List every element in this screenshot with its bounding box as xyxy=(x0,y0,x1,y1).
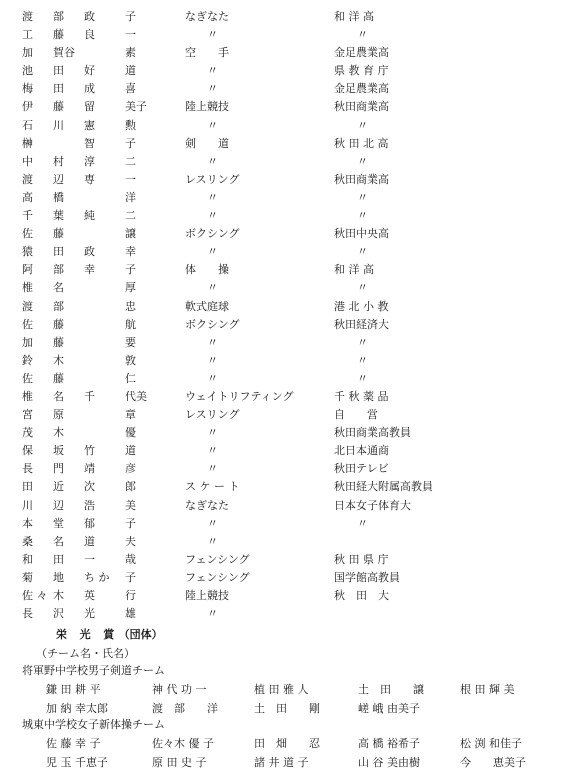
name-part: 子 xyxy=(125,263,136,277)
roster-row xyxy=(0,279,561,297)
name-part: 道 xyxy=(125,64,136,78)
name-part: 高 xyxy=(22,190,33,204)
sport: 〃 xyxy=(207,444,218,458)
roster-row xyxy=(0,207,561,225)
team-member: 児 玉 千恵子 xyxy=(46,756,108,769)
team-name: 将軍野中学校男子剣道チーム xyxy=(22,664,165,677)
name-part: 佐 xyxy=(22,227,33,241)
name-part: 名 xyxy=(53,389,64,403)
name-part: 二 xyxy=(125,209,136,223)
name-part: 堂 xyxy=(53,516,64,530)
sport: 〃 xyxy=(207,371,218,385)
affiliation: 秋田商業高 xyxy=(334,172,389,186)
name-part: 伊 xyxy=(22,100,33,114)
sport: ボクシング xyxy=(185,317,240,331)
name-part: 道 xyxy=(125,444,136,458)
team-member-row xyxy=(0,735,561,753)
affiliation: 〃 xyxy=(357,245,368,259)
affiliation: 〃 xyxy=(357,118,368,132)
name-part: 梅 xyxy=(22,82,33,96)
name-part: 辺 xyxy=(53,498,64,512)
roster-row xyxy=(0,442,561,460)
sport: 陸上競技 xyxy=(185,100,229,114)
team-member: 鎌 田 耕 平 xyxy=(46,683,101,696)
name-part: 美子 xyxy=(125,100,147,114)
affiliation: 和 洋 高 xyxy=(334,10,374,23)
name-part: 洋 xyxy=(125,190,136,204)
affiliation: 秋 田 北 高 xyxy=(334,136,389,150)
name-part: 靖 xyxy=(84,462,95,476)
sport: 〃 xyxy=(207,82,218,96)
roster-row xyxy=(0,171,561,189)
sport: ウェイトリフティング xyxy=(185,389,294,403)
sport: 〃 xyxy=(207,281,218,295)
name-part: 藤 xyxy=(53,371,64,385)
team-member: 渡 部 洋 xyxy=(152,702,218,715)
team-member: 松 渕 和佳子 xyxy=(460,737,522,750)
name-part: 木 xyxy=(53,426,64,440)
affiliation: 〃 xyxy=(357,281,368,295)
name-part: 彦 xyxy=(125,462,136,476)
roster-row xyxy=(0,478,561,496)
team-member: 高 橋 裕希子 xyxy=(358,737,420,750)
roster-row xyxy=(0,533,561,551)
name-part: 智 xyxy=(84,136,95,150)
name-part: 子 xyxy=(125,136,136,150)
roster-row xyxy=(0,334,561,352)
name-part: 木 xyxy=(53,589,64,602)
roster-row xyxy=(0,80,561,98)
sport: 空 手 xyxy=(185,46,229,60)
name-part: 藤 xyxy=(53,227,64,241)
sport: レスリング xyxy=(185,408,240,422)
name-part: 優 xyxy=(125,426,136,440)
name-part: 航 xyxy=(125,317,136,331)
roster-row xyxy=(0,370,561,388)
roster-row xyxy=(0,460,561,478)
sport: 剣 道 xyxy=(185,136,229,150)
name-part: 忠 xyxy=(125,299,136,313)
sport: ボクシング xyxy=(185,227,240,241)
roster-row xyxy=(0,515,561,533)
name-part: 川 xyxy=(22,498,33,512)
sport: フェンシング xyxy=(185,570,250,584)
affiliation: 〃 xyxy=(357,353,368,367)
name-part: 部 xyxy=(53,10,64,23)
sport: 〃 xyxy=(207,118,218,132)
award-roster xyxy=(0,8,561,623)
name-part: 田 xyxy=(53,552,64,566)
affiliation: 港 北 小 教 xyxy=(334,299,389,313)
roster-row xyxy=(0,587,561,605)
name-part: 部 xyxy=(53,263,64,277)
name-part: 子 xyxy=(125,10,136,23)
name-part: 加 xyxy=(22,46,33,60)
affiliation: 〃 xyxy=(357,28,368,42)
affiliation: 和 洋 高 xyxy=(334,263,374,277)
roster-row xyxy=(0,98,561,116)
name-part: 藤 xyxy=(53,317,64,331)
name-part: 雄 xyxy=(125,607,136,621)
affiliation: 秋 田 大 xyxy=(334,589,389,602)
sport: ス ケ ー ト xyxy=(185,480,240,494)
name-part: 郎 xyxy=(125,480,136,494)
name-part: 子 xyxy=(125,570,136,584)
name-part: 千 xyxy=(84,389,95,403)
team-member: 土 田 剛 xyxy=(254,702,320,715)
section-legend: （チーム名・氏名） xyxy=(36,647,135,660)
name-part: 田 xyxy=(22,480,33,494)
roster-row xyxy=(0,424,561,442)
sport: 〃 xyxy=(207,353,218,367)
roster-row xyxy=(0,8,561,26)
team-member-row xyxy=(0,754,561,772)
sport: 〃 xyxy=(207,209,218,223)
sport: 〃 xyxy=(207,426,218,440)
roster-row xyxy=(0,388,561,406)
name-part: 章 xyxy=(125,408,136,422)
name-part: 茂 xyxy=(22,426,33,440)
name-part: 幸 xyxy=(125,245,136,259)
name-part: 桑 xyxy=(22,534,33,548)
sport: 〃 xyxy=(207,245,218,259)
affiliation: 秋 田 県 庁 xyxy=(334,552,389,566)
name-part: 長 xyxy=(22,462,33,476)
name-part: 名 xyxy=(53,534,64,548)
name-part: 敦 xyxy=(125,353,136,367)
name-part: 道 xyxy=(84,534,95,548)
name-part: 椎 xyxy=(22,389,33,403)
sport: 〃 xyxy=(207,534,218,548)
name-part: 名 xyxy=(53,281,64,295)
section-title-kind: （団体） xyxy=(118,628,163,641)
team-member: 山 谷 美由樹 xyxy=(358,756,420,769)
name-part: 素 xyxy=(125,46,136,60)
name-part: ち か xyxy=(84,570,110,584)
name-part: 地 xyxy=(53,570,64,584)
name-part: 辺 xyxy=(53,172,64,186)
team-member: 神 代 功 一 xyxy=(152,683,207,696)
name-part: 佐 々 xyxy=(22,589,48,602)
affiliation: 〃 xyxy=(357,154,368,168)
name-part: 工 xyxy=(22,28,33,42)
roster-row xyxy=(0,135,561,153)
name-part: 猿 xyxy=(22,245,33,259)
name-part: 藤 xyxy=(53,335,64,349)
name-part: 加 xyxy=(22,335,33,349)
affiliation: 〃 xyxy=(357,516,368,530)
name-part: 渡 xyxy=(22,10,33,23)
sport: 〃 xyxy=(207,335,218,349)
name-part: 行 xyxy=(125,589,136,602)
name-part: 菊 xyxy=(22,570,33,584)
affiliation: 秋田中央高 xyxy=(334,227,389,241)
name-part: 政 xyxy=(84,245,95,259)
name-part: 千 xyxy=(22,209,33,223)
sport: なぎなた xyxy=(185,498,229,512)
name-part: 専 xyxy=(84,172,95,186)
team-member: 加 納 幸太郎 xyxy=(46,702,108,715)
name-part: 池 xyxy=(22,64,33,78)
affiliation: 秋田経済大 xyxy=(334,317,389,331)
roster-row xyxy=(0,261,561,279)
team-member: 諸 井 道 子 xyxy=(254,756,309,769)
name-part: 政 xyxy=(84,10,95,23)
affiliation: 金足農業高 xyxy=(334,46,389,60)
name-part: 保 xyxy=(22,444,33,458)
affiliation: 国学館高教員 xyxy=(334,570,400,584)
name-part: 一 xyxy=(125,172,136,186)
name-part: 渡 xyxy=(22,172,33,186)
name-part: 子 xyxy=(125,516,136,530)
team-member-row xyxy=(0,681,561,699)
name-part: 川 xyxy=(53,118,64,132)
sport: 〃 xyxy=(207,154,218,168)
name-part: 近 xyxy=(53,480,64,494)
name-part: 淳 xyxy=(84,154,95,168)
name-part: 良 xyxy=(84,28,95,42)
roster-row xyxy=(0,153,561,171)
roster-row xyxy=(0,352,561,370)
affiliation: 〃 xyxy=(357,371,368,385)
affiliation: 自 営 xyxy=(334,408,378,422)
name-part: 譲 xyxy=(125,227,136,241)
affiliation: 秋田テレビ xyxy=(334,462,389,476)
sport: 〃 xyxy=(207,28,218,42)
team-member: 根 田 輝 美 xyxy=(460,683,515,696)
name-part: 佐 xyxy=(22,317,33,331)
affiliation: 〃 xyxy=(357,209,368,223)
name-part: 藤 xyxy=(53,100,64,114)
name-part: 宮 xyxy=(22,408,33,422)
name-part: 阿 xyxy=(22,263,33,277)
sport: 軟式庭球 xyxy=(185,299,229,313)
name-part: 厚 xyxy=(125,281,136,295)
team-member: 佐 藤 幸 子 xyxy=(46,737,101,750)
roster-row xyxy=(0,26,561,44)
name-part: 和 xyxy=(22,552,33,566)
name-part: 浩 xyxy=(84,498,95,512)
name-part: 中 xyxy=(22,154,33,168)
team-member: 嵯 峨 由美子 xyxy=(358,702,420,715)
name-part: 夫 xyxy=(125,534,136,548)
name-part: 本 xyxy=(22,516,33,530)
name-part: 原 xyxy=(53,408,64,422)
section-title-text: 栄 光 賞 xyxy=(56,628,119,641)
team-member: 今 恵美子 xyxy=(460,756,526,769)
roster-row xyxy=(0,316,561,334)
name-part: 沢 xyxy=(53,607,64,621)
name-part: 美 xyxy=(125,498,136,512)
roster-row xyxy=(0,605,561,623)
name-part: 勲 xyxy=(125,118,136,132)
sport: なぎなた xyxy=(185,10,229,23)
name-part: 好 xyxy=(84,64,95,78)
team-member: 原 田 史 子 xyxy=(152,756,207,769)
name-part: 竹 xyxy=(84,444,95,458)
roster-row xyxy=(0,569,561,587)
affiliation: 北日本通商 xyxy=(334,444,389,458)
team-member: 佐々木 優 子 xyxy=(152,737,214,750)
name-part: 仁 xyxy=(125,371,136,385)
sport: 〃 xyxy=(207,607,218,621)
roster-row xyxy=(0,406,561,424)
name-part: 佐 xyxy=(22,371,33,385)
name-part: 田 xyxy=(53,64,64,78)
affiliation: 秋田商業高 xyxy=(334,100,389,114)
roster-row xyxy=(0,497,561,515)
roster-row xyxy=(0,298,561,316)
name-part: 村 xyxy=(53,154,64,168)
name-part: 葉 xyxy=(53,209,64,223)
roster-row xyxy=(0,44,561,62)
name-part: 田 xyxy=(53,82,64,96)
name-part: 長 xyxy=(22,607,33,621)
name-part: 喜 xyxy=(125,82,136,96)
name-part: 賀谷 xyxy=(53,46,75,60)
affiliation: 秋田商業高教員 xyxy=(334,426,411,440)
sport: レスリング xyxy=(185,172,240,186)
name-part: 憲 xyxy=(84,118,95,132)
name-part: 二 xyxy=(125,154,136,168)
affiliation: 千 秋 薬 品 xyxy=(334,389,389,403)
team-name: 城東中学校女子新体操チーム xyxy=(22,718,165,731)
name-part: 郁 xyxy=(84,516,95,530)
name-part: 留 xyxy=(84,100,95,114)
section-title xyxy=(56,626,163,642)
affiliation: 秋田経大附属高教員 xyxy=(334,480,433,494)
name-part: 次 xyxy=(84,480,95,494)
name-part: 一 xyxy=(84,552,95,566)
name-part: 部 xyxy=(53,299,64,313)
roster-row xyxy=(0,62,561,80)
name-part: 坂 xyxy=(53,444,64,458)
roster-row xyxy=(0,225,561,243)
sport: 〃 xyxy=(207,190,218,204)
name-part: 木 xyxy=(53,353,64,367)
roster-row xyxy=(0,551,561,569)
name-part: 榊 xyxy=(22,136,33,150)
sport: 〃 xyxy=(207,462,218,476)
name-part: 田 xyxy=(53,245,64,259)
name-part: 純 xyxy=(84,209,95,223)
name-part: 鈴 xyxy=(22,353,33,367)
name-part: 幸 xyxy=(84,263,95,277)
name-part: 藤 xyxy=(53,28,64,42)
sport: 〃 xyxy=(207,516,218,530)
roster-row xyxy=(0,189,561,207)
roster-row xyxy=(0,243,561,261)
name-part: 英 xyxy=(84,589,95,602)
affiliation: 〃 xyxy=(357,335,368,349)
name-part: 成 xyxy=(84,82,95,96)
name-part: 椎 xyxy=(22,281,33,295)
name-part: 門 xyxy=(53,462,64,476)
affiliation: 日本女子体育大 xyxy=(334,498,411,512)
roster-row xyxy=(0,117,561,135)
sport: 体 操 xyxy=(185,263,229,277)
name-part: 渡 xyxy=(22,299,33,313)
name-part: 哉 xyxy=(125,552,136,566)
name-part: 光 xyxy=(84,607,95,621)
sport: 陸上競技 xyxy=(185,589,229,602)
name-part: 代美 xyxy=(125,389,147,403)
name-part: 要 xyxy=(125,335,136,349)
sport: フェンシング xyxy=(185,552,250,566)
sport: 〃 xyxy=(207,64,218,78)
team-member: 土 田 譲 xyxy=(358,683,424,696)
affiliation: 県 教 育 庁 xyxy=(334,64,389,78)
name-part: 石 xyxy=(22,118,33,132)
team-member: 田 畑 忍 xyxy=(254,737,320,750)
name-part: 一 xyxy=(125,28,136,42)
affiliation: 金足農業高 xyxy=(334,82,389,96)
name-part: 橋 xyxy=(53,190,64,204)
team-member: 植 田 雅 人 xyxy=(254,683,309,696)
affiliation: 〃 xyxy=(357,190,368,204)
